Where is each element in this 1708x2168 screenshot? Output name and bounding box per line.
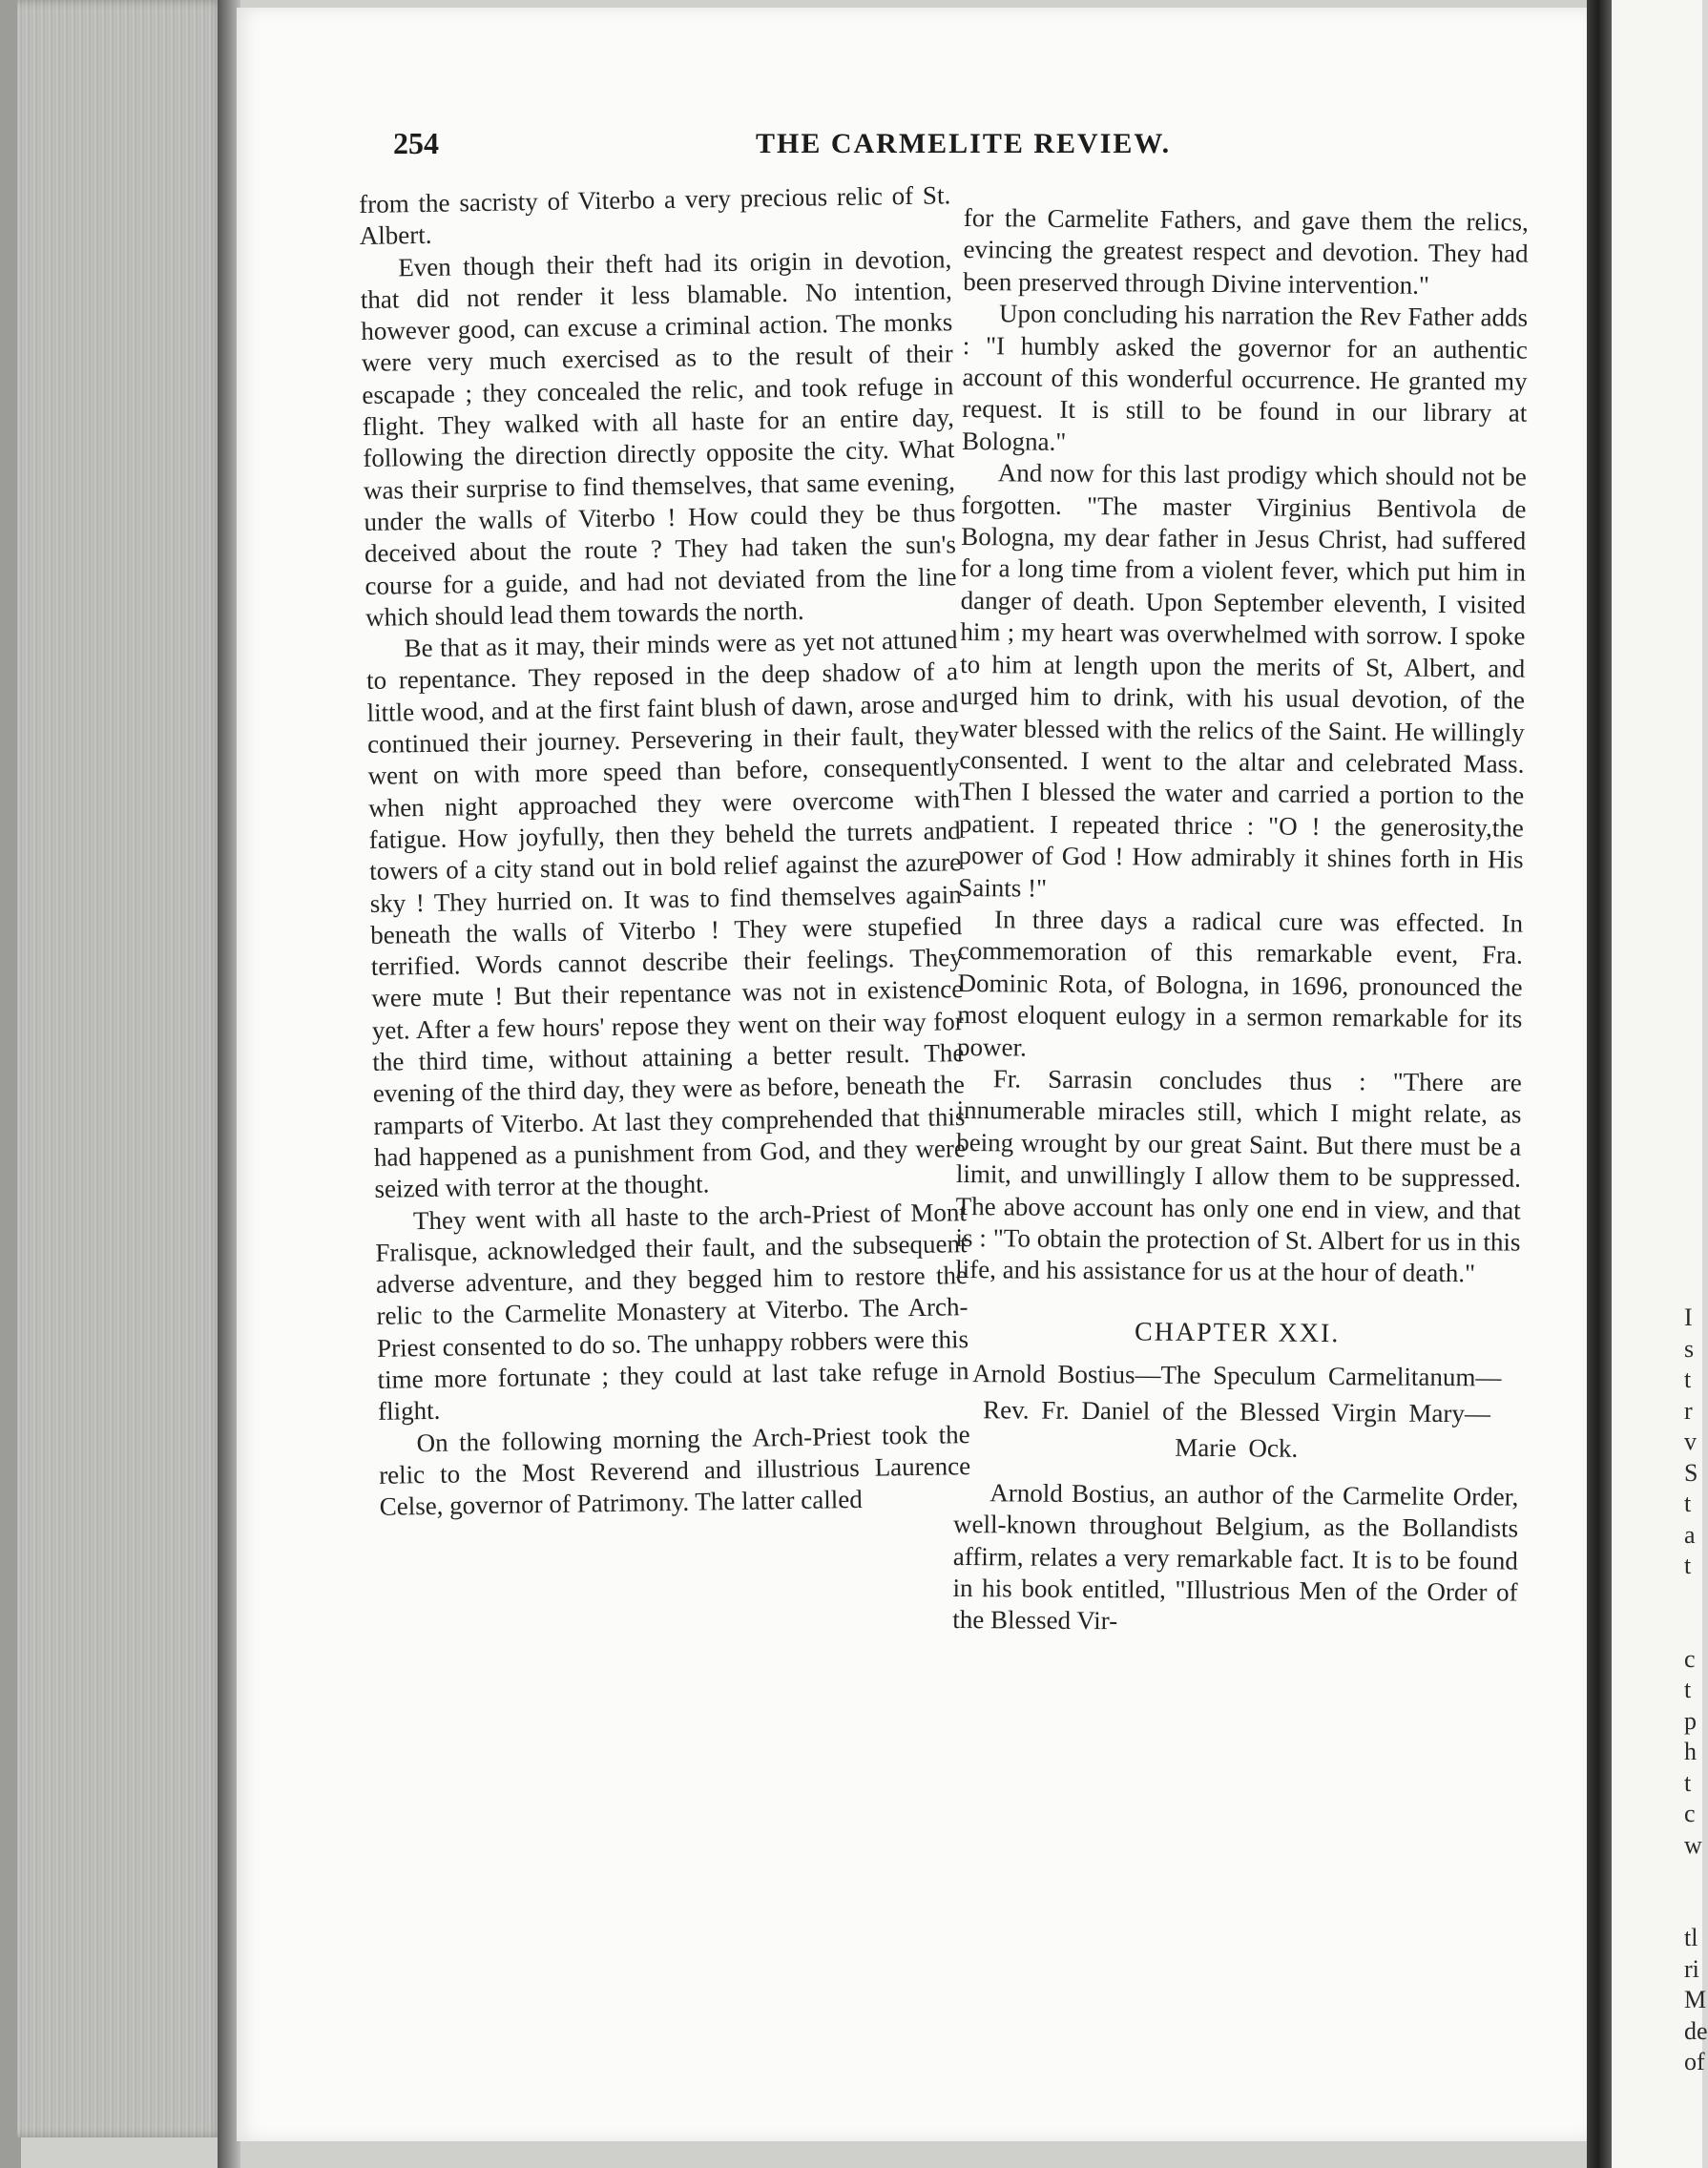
chapter-subtitle: Arnold Bostius—The Speculum Carmelitanum—Rev. Fr. Daniel of the Blessed Virgin Mary— Marie Ock. <box>972 1358 1502 1463</box>
paragraph: And now for this last prodigy which should not be forgotten. "The master Virginius Bentivola de Bologna, my dear father in Jesus Christ, had suffered for a long time from a violent fever, which put him in danger of death. Upon September eleventh, I visited him ; my heart was overwhelmed with sorrow. I spoke to him at length upon the merits of St, Albert, and urged him to drink, with his usual devotion, of the water blessed with the relics of the Saint. He willingly consented. I went to the altar and celebrated Mass. Then I blessed the water and carried a portion to the patient. I repeated thrice : "O ! the generosity,the power of God ! How admirably it shines forth in His Saints !" <box>958 458 1527 903</box>
running-title: THE CARMELITE REVIEW. <box>756 128 1172 159</box>
fragment-letter: c <box>1684 1800 1696 1827</box>
fragment-letter: t <box>1684 1552 1692 1579</box>
left-column <box>359 179 971 1523</box>
fragment-letter: I <box>1684 1303 1693 1331</box>
fragment-letter: t <box>1684 1490 1692 1517</box>
fragment-letter: S <box>1684 1458 1698 1487</box>
fragment-letter: w <box>1684 1830 1702 1859</box>
paragraph: In three days a radical cure was effected. In commemoration of this remarkable event, Fra. Dominic Rota, of Bologna, in 1696, pronounced the most eloquent eulogy in a sermon remarkable for its power. <box>956 905 1524 1062</box>
paragraph: On the following morning the Arch-Priest took the relic to the Most Reverend and illustrious Laurence Celse, governor of Patrimony. The latter called <box>378 1419 971 1521</box>
paragraph: Fr. Sarrasin concludes thus : "There are innumerable miracles still, which I might relate, as being wrought by our great Saint. But there must be a limit, and unwillingly I allow them to be suppressed. The above account has only one end in view, and that is : "To obtain the protection of St. Albert for us in this life, and his assistance for us at the hour of death." <box>955 1064 1522 1288</box>
fragment-letter: de <box>1684 2016 1708 2045</box>
paragraph: Arnold Bostius, an author of the Carmelite Order, well-known throughout Belgium, as the Bollandists affirm, relates a very remarkable fact. It is to be found in his book entitled, "Illustrious Men of the Order of the Blessed Vir- <box>952 1478 1519 1636</box>
paragraph: from the sacristy of Viterbo a very precious relic of St. Albert. <box>359 180 951 251</box>
fragment-letter: t <box>1684 1768 1692 1797</box>
book-page-edges <box>17 0 227 2137</box>
right-gutter-shadow <box>1587 0 1612 2168</box>
fragment-letter: c <box>1684 1644 1696 1673</box>
paragraph: Even though their theft had its origin in devotion, that did not render it less blamable. No intention, however good, can excuse a criminal action. The monks were very much exercised as to the result of their escapade ; they concealed the relic, and took refuge in flight. They walked with all haste for an entire day, following the direction directly opposite the city. What was their surprise to find themselves, that same evening, under the walls of Viterbo ! How could they be thus deceived about the route ? They had taken the sun's course for a guide, and had not deviated from the line which should lead them towards the north. <box>360 243 957 632</box>
page-header <box>393 126 1435 166</box>
fragment-letter: tl <box>1684 1924 1698 1951</box>
fragment-letter: M <box>1684 1986 1707 2013</box>
paragraph: They went with all haste to the arch-Priest of Mont Fralisque, acknowledged their fault, and the subsequent adverse adventure, and they begged him to restore the relic to the Carmelite Monastery at Viterbo. The Arch-Priest consented to do so. The unhappy robbers were this time more fortunate ; they could at last take refuge in flight. <box>375 1197 969 1427</box>
chapter-heading: CHAPTER XXI. <box>1134 1317 1341 1348</box>
fragment-letter: h <box>1684 1738 1697 1765</box>
fragment-letter: t <box>1684 1365 1692 1393</box>
right-column <box>952 202 1529 1640</box>
paragraph: Upon concluding his narration the Rev Father adds : "I humbly asked the governor for an authentic account of this wonderful occurrence. He granted my request. It is still to be found in our library at Bologna." <box>961 299 1529 456</box>
fragment-letter: ri <box>1684 1954 1699 1983</box>
fragment-letter: of <box>1684 2048 1705 2075</box>
page-number: 254 <box>393 126 439 160</box>
fragment-letter: s <box>1684 1334 1695 1363</box>
paragraph: for the Carmelite Fathers, and gave them the relics, evincing the greatest respect and devotion. They had been preserved through Divine intervention." <box>963 202 1529 300</box>
fragment-letter: r <box>1684 1396 1693 1425</box>
fragment-letter: t <box>1684 1676 1692 1703</box>
fragment-letter: a <box>1684 1520 1696 1549</box>
fragment-letter: p <box>1684 1706 1697 1735</box>
fragment-letter: v <box>1684 1428 1697 1455</box>
paragraph: Be that as it may, their minds were as yet not attuned to repentance. They reposed in the deep shadow of a little wood, and at the first faint blush of dawn, arose and continued their journey. Persevering in their fault, they went on with more speed than before, consequently when night approached they were overcome with fatigue. How joyfully, then they beheld the turrets and towers of a city stand out in bold relief against the azure sky ! They hurried on. It was to find themselves again beneath the walls of Viterbo ! They were stupefied terrified. Words cannot describe their feelings. They were mute ! But their repentance was not in existence yet. After a few hours' repose they went on their way for the third time, without attaining a better result. The evening of the third day, they were as before, beneath the ramparts of Viterbo. At last they comprehended that this had happened as a punishment from God, and they were seized with terror at the thought. <box>365 625 967 1204</box>
adjacent-page-text-fragment <box>1684 1303 1708 2078</box>
